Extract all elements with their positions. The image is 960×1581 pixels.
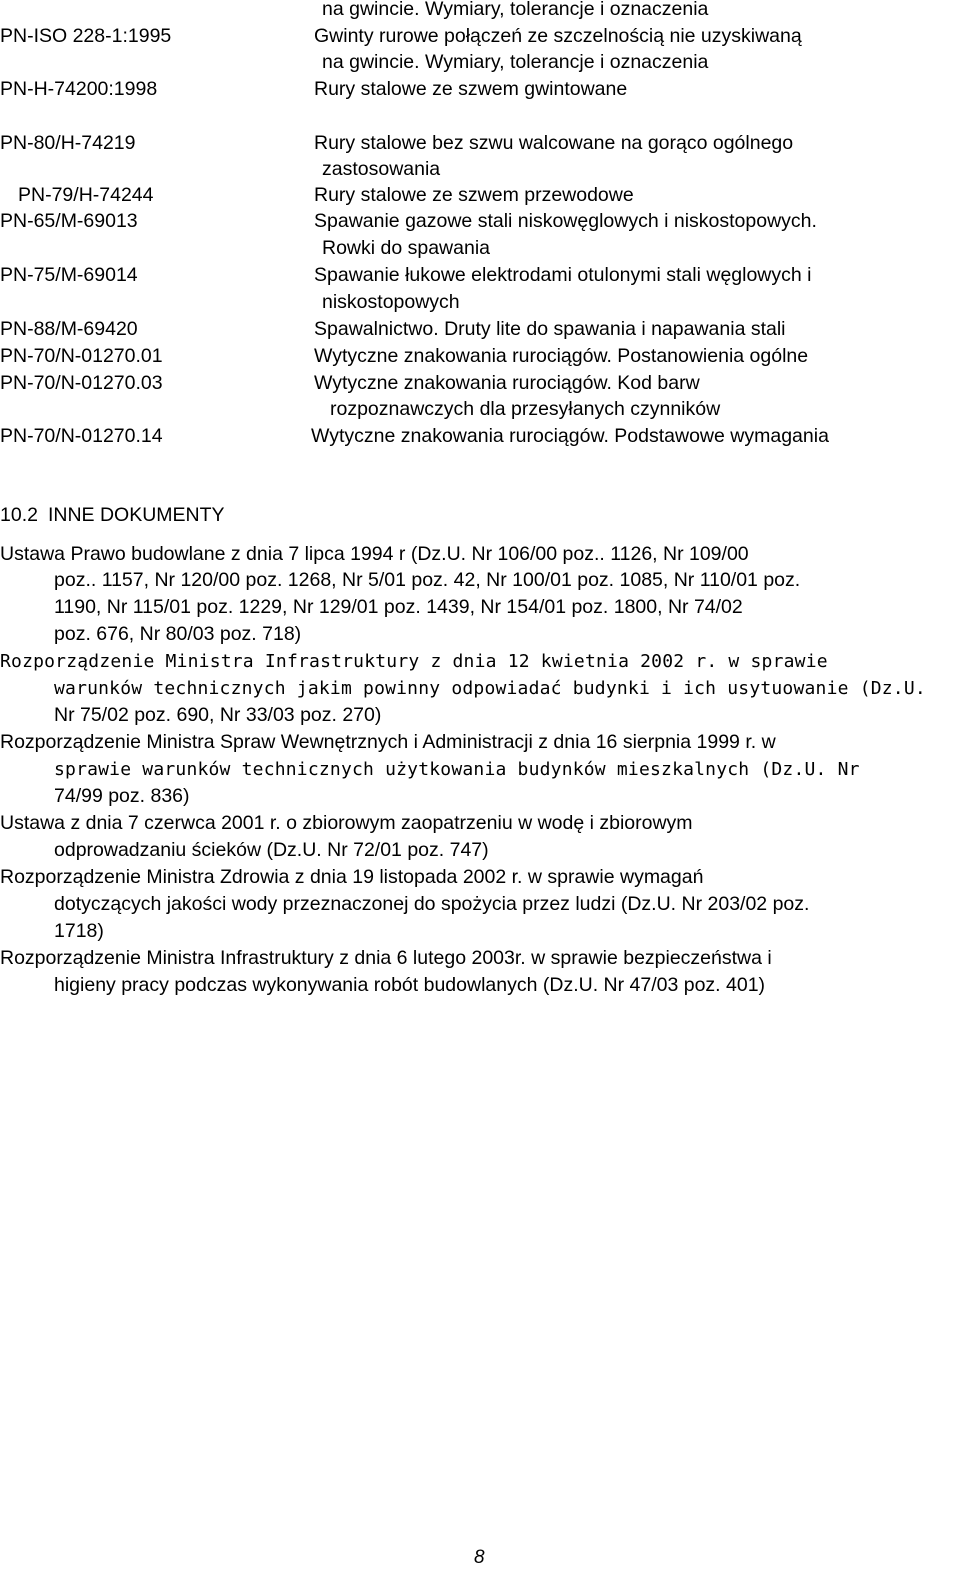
document-reference: Ustawa z dnia 7 czerwca 2001 r. o zbiorowym zaopatrzeniu w wodę i zbiorowym: [0, 812, 693, 834]
standard-code: PN-ISO 228-1:1995: [0, 25, 172, 47]
standard-code: PN-75/M-69014: [0, 264, 138, 286]
standard-code: PN-70/N-01270.03: [0, 372, 163, 394]
standard-description: na gwincie. Wymiary, tolerancje i oznaczenia: [322, 0, 709, 20]
document-reference: Rozporządzenie Ministra Zdrowia z dnia 19 listopada 2002 r. w sprawie wymagań: [0, 866, 704, 888]
section-title: INNE DOKUMENTY: [47, 504, 225, 526]
standard-description: Rury stalowe ze szwem przewodowe: [314, 184, 634, 206]
standard-code: PN-70/N-01270.14: [0, 425, 163, 447]
section-number: 10.2: [0, 504, 38, 526]
document-reference: 1718): [54, 920, 104, 942]
document-reference: 1190, Nr 115/01 poz. 1229, Nr 129/01 poz. 1439, Nr 154/01 poz. 1800, Nr 74/02: [54, 596, 743, 618]
page-number: 8: [474, 1547, 485, 1568]
standard-code: PN-65/M-69013: [0, 210, 138, 232]
document-reference: sprawie warunków technicznych użytkowania budynków mieszkalnych (Dz.U. Nr: [54, 759, 860, 780]
standard-code: PN-80/H-74219: [0, 132, 136, 154]
section-heading: [0, 503, 225, 527]
standard-code: PN-79/H-74244: [18, 184, 154, 206]
standard-description: zastosowania: [322, 158, 441, 180]
standard-code: PN-70/N-01270.01: [0, 345, 163, 367]
standard-description: Wytyczne znakowania rurociągów. Podstawowe wymagania: [311, 425, 829, 447]
document-reference: Rozporządzenie Ministra Spraw Wewnętrznych i Administracji z dnia 16 sierpnia 1999 r. w: [0, 731, 776, 753]
standard-description: niskostopowych: [322, 291, 460, 313]
standard-description: Wytyczne znakowania rurociągów. Postanowienia ogólne: [314, 345, 809, 367]
document-reference: Ustawa Prawo budowlane z dnia 7 lipca 1994 r (Dz.U. Nr 106/00 poz.. 1126, Nr 109/00: [0, 543, 749, 565]
standard-code: PN-88/M-69420: [0, 318, 138, 340]
document-reference: Nr 75/02 poz. 690, Nr 33/03 poz. 270): [54, 704, 382, 726]
standard-description: Spawanie łukowe elektrodami otulonymi stali węglowych i: [314, 264, 812, 286]
document-reference: dotyczących jakości wody przeznaczonej do spożycia przez ludzi (Dz.U. Nr 203/02 poz.: [54, 893, 810, 915]
standard-description: Wytyczne znakowania rurociągów. Kod barw: [314, 372, 700, 394]
standard-description: Rury stalowe ze szwem gwintowane: [314, 78, 628, 100]
document-reference: warunków technicznych jakim powinny odpowiadać budynki i ich usytuowanie (Dz.U.: [54, 678, 926, 699]
standard-description: Spawalnictwo. Druty lite do spawania i napawania stali: [314, 318, 786, 340]
document-reference: higieny pracy podczas wykonywania robót budowlanych (Dz.U. Nr 47/03 poz. 401): [54, 974, 766, 996]
document-reference: poz.. 1157, Nr 120/00 poz. 1268, Nr 5/01 poz. 42, Nr 100/01 poz. 1085, Nr 110/01 poz.: [54, 569, 801, 591]
document-reference: Rozporządzenie Ministra Infrastruktury z dnia 6 lutego 2003r. w sprawie bezpieczeństwa i: [0, 947, 772, 969]
standard-description: Rowki do spawania: [322, 237, 491, 259]
document-reference: 74/99 poz. 836): [54, 785, 190, 807]
standard-code: PN-H-74200:1998: [0, 78, 158, 100]
standard-description: Gwinty rurowe połączeń ze szczelnością nie uzyskiwaną: [314, 25, 802, 47]
standard-description: rozpoznawczych dla przesyłanych czynników: [330, 398, 721, 420]
standard-description: na gwincie. Wymiary, tolerancje i oznaczenia: [322, 51, 709, 73]
document-reference: Rozporządzenie Ministra Infrastruktury z dnia 12 kwietnia 2002 r. w sprawie: [0, 651, 828, 672]
standard-description: Rury stalowe bez szwu walcowane na gorąco ogólnego: [314, 132, 794, 154]
document-reference: poz. 676, Nr 80/03 poz. 718): [54, 623, 302, 645]
standard-description: Spawanie gazowe stali niskowęglowych i niskostopowych.: [314, 210, 817, 232]
document-reference: odprowadzaniu ścieków (Dz.U. Nr 72/01 poz. 747): [54, 839, 489, 861]
